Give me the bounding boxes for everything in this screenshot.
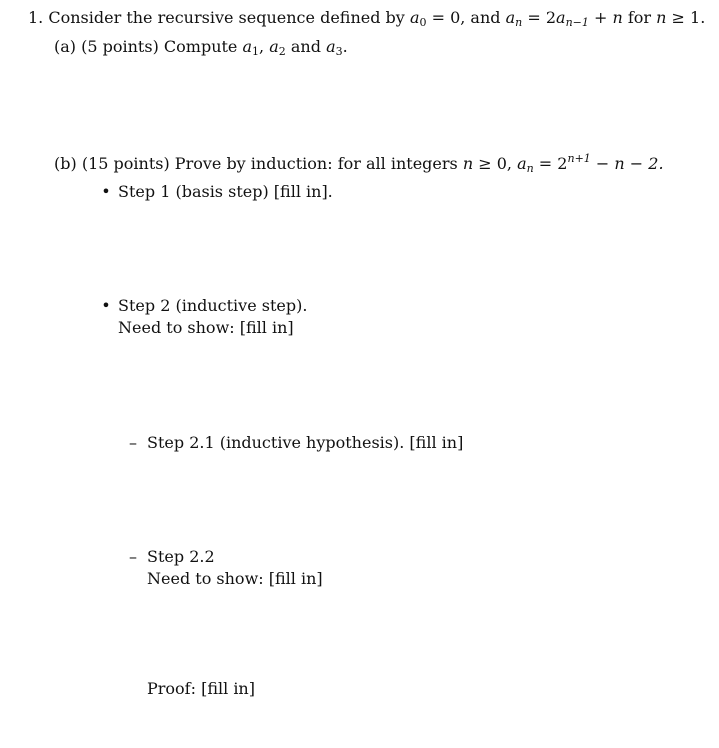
problem-intro: Consider the recursive sequence defined by	[48, 8, 405, 27]
step2-need-to-show: Need to show: [fill in]	[118, 318, 294, 337]
step22-need-to-show: Need to show: [fill in]	[147, 569, 323, 588]
part-b-points: (15 points)	[81, 154, 170, 173]
step2-text: Step 2 (inductive step).	[118, 296, 308, 315]
step21-dash: –	[129, 433, 137, 452]
step22-dash: –	[129, 547, 137, 566]
proof-text: Proof: [fill in]	[147, 679, 255, 698]
part-a-label: (a)	[54, 37, 77, 56]
math-a0: $a_0$	[409, 8, 427, 29]
part-a-points: (5 points)	[81, 37, 159, 56]
step1-text: Step 1 (basis step) [fill in].	[118, 182, 333, 201]
part-a: (a) (5 points) Compute $a_1$, $a_2$ and $a_3$.	[54, 37, 348, 58]
math-an: $a_n$	[505, 8, 523, 29]
step1-bullet: •	[101, 182, 111, 201]
step21-text: Step 2.1 (inductive hypothesis). [fill in]	[147, 433, 464, 452]
step22-text: Step 2.2	[147, 547, 215, 566]
step2-bullet: •	[101, 296, 111, 315]
problem-statement: 1. Consider the recursive sequence defined by $a_0 = 0$, and $a_n = 2a_{n-1} + n$ for n ≥ 1.	[28, 8, 706, 29]
part-b-label: (b)	[54, 154, 77, 173]
problem-number: 1.	[28, 8, 44, 27]
part-b: (b) (15 points) Prove by induction: for all integers n ≥ 0, $a_n = 2^{n+1} - n - 2$.	[54, 152, 664, 175]
